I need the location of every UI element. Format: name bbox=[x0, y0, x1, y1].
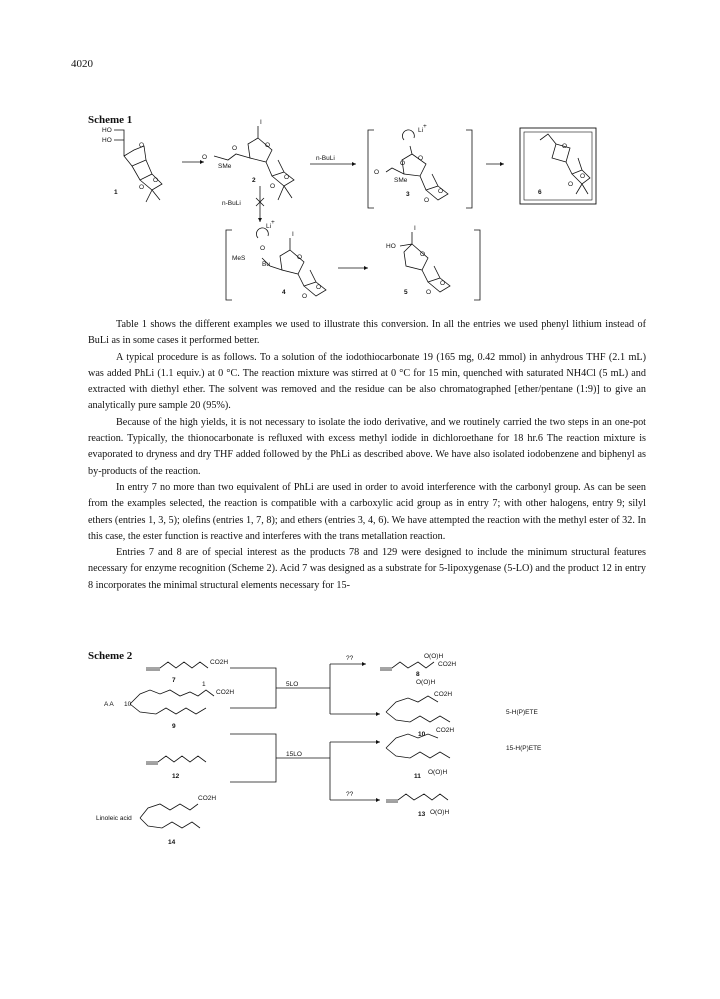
svg-text:O: O bbox=[139, 142, 145, 149]
svg-text:Li: Li bbox=[266, 223, 272, 230]
compound-6-structure bbox=[538, 134, 590, 196]
label-aa: A A bbox=[104, 701, 114, 708]
compound-5-structure bbox=[386, 225, 450, 296]
label-compound-12: 12 bbox=[172, 773, 180, 780]
svg-text:CO2H: CO2H bbox=[438, 661, 457, 668]
svg-text:O: O bbox=[438, 188, 444, 195]
reagent-nbuli-right: n-BuLi bbox=[316, 155, 335, 162]
label-compound-7: 7 bbox=[172, 677, 176, 684]
compound-3-structure bbox=[374, 123, 448, 204]
compound-10-structure bbox=[386, 679, 538, 738]
label-compound-6: 6 bbox=[538, 189, 542, 196]
label-compound-1: 1 bbox=[114, 189, 118, 196]
svg-text:O: O bbox=[316, 284, 322, 291]
label-sme-3: SMe bbox=[394, 177, 408, 184]
label-15lo: 15LO bbox=[286, 751, 302, 758]
svg-text:O: O bbox=[270, 183, 276, 190]
scheme2-figure bbox=[0, 650, 720, 870]
svg-text:O(O)H: O(O)H bbox=[430, 809, 450, 816]
label-compound-14: 14 bbox=[168, 839, 176, 846]
compound-14-structure bbox=[96, 795, 216, 846]
svg-text:O: O bbox=[562, 143, 568, 150]
compound-13-structure bbox=[386, 794, 449, 818]
svg-text:I: I bbox=[292, 231, 294, 238]
compound-11-structure bbox=[386, 727, 542, 780]
svg-text:1: 1 bbox=[202, 681, 206, 688]
label-15-hpete: 15-H(P)ETE bbox=[506, 745, 542, 752]
label-qq1: ?? bbox=[346, 655, 354, 662]
label-compound-3: 3 bbox=[406, 191, 410, 198]
svg-text:O: O bbox=[260, 245, 266, 252]
compound-12-structure bbox=[146, 756, 206, 780]
svg-text:O: O bbox=[302, 293, 308, 300]
compound-1-structure bbox=[102, 127, 162, 202]
svg-text:O: O bbox=[568, 181, 574, 188]
svg-text:O(O)H: O(O)H bbox=[416, 679, 436, 686]
label-mes: MeS bbox=[232, 255, 246, 262]
scheme1-title: Scheme 1 bbox=[88, 114, 133, 126]
svg-text:Li: Li bbox=[418, 127, 424, 134]
paragraph-1: Table 1 shows the different examples we used to illustrate this conversion. In all the entries we used phenyl lithium instead of BuLi as in some cases it performed better. bbox=[88, 319, 646, 347]
svg-text:O: O bbox=[420, 251, 426, 258]
svg-text:I: I bbox=[260, 119, 262, 126]
svg-text:+: + bbox=[423, 123, 427, 130]
svg-text:O: O bbox=[284, 174, 290, 181]
svg-text:O(O)H: O(O)H bbox=[428, 769, 448, 776]
svg-text:O: O bbox=[440, 280, 446, 287]
label-ho-bottom: HO bbox=[102, 137, 112, 144]
paragraph-4: In entry 7 no more than two equivalent of PhLi are used in order to avoid interference with the carbonyl group. As can be seen from the examples selected, the reaction is compatible with a carboxylic acid group as in entry 7; with other halogens, entry 9; silyl ethers (entries 1, 3, 5); olefins (entries 1, 7, 8); and ethers (entries 3, 4, 6). We have attempted the reaction with the methyl ester of 32. In this case, the ester function is reactive and interferes with the trans metallation reaction. bbox=[88, 481, 646, 542]
label-linoleic-acid: Linoleic acid bbox=[96, 815, 132, 822]
svg-text:10: 10 bbox=[124, 701, 132, 708]
svg-text:O: O bbox=[153, 177, 159, 184]
paragraph-3: Because of the high yields, it is not necessary to isolate the iodo derivative, and we routinely carried the two steps in an one-pot reaction. Typically, the thionocarbonate is refluxed with excess methyl iodide in dichloroethane for 18 hr.6 The reaction mixture is evaporated to dryness and dry THF added followed by the PhLi as described above. We have also isolated iodobenzene and biphenyl as by-products of the reaction. bbox=[88, 416, 646, 477]
label-compound-13: 13 bbox=[418, 811, 426, 818]
label-compound-2: 2 bbox=[252, 177, 256, 184]
svg-text:CO2H: CO2H bbox=[434, 691, 453, 698]
label-compound-8: 8 bbox=[416, 671, 420, 678]
page-number: 4020 bbox=[71, 58, 93, 70]
label-ho-top: HO bbox=[102, 127, 112, 134]
compound-7-structure bbox=[146, 659, 228, 684]
compound-8-structure bbox=[380, 653, 456, 678]
scheme1-figure bbox=[0, 110, 720, 310]
label-sme: SMe bbox=[218, 163, 232, 170]
label-compound-4: 4 bbox=[282, 289, 286, 296]
label-5-hpete: 5-H(P)ETE bbox=[506, 709, 538, 716]
compound-9-structure bbox=[104, 681, 234, 730]
svg-text:I: I bbox=[414, 225, 416, 232]
svg-text:O: O bbox=[265, 142, 271, 149]
svg-text:O: O bbox=[202, 154, 208, 161]
svg-text:CO2H: CO2H bbox=[436, 727, 455, 734]
svg-text:+: + bbox=[271, 219, 275, 226]
label-compound-10: 10 bbox=[418, 731, 426, 738]
svg-text:O: O bbox=[139, 184, 145, 191]
svg-text:O: O bbox=[232, 145, 238, 152]
svg-text:O: O bbox=[297, 254, 303, 261]
compound-4-structure bbox=[232, 219, 326, 300]
svg-text:CO2H: CO2H bbox=[198, 795, 217, 802]
svg-text:O: O bbox=[580, 173, 586, 180]
paragraph-2: A typical procedure is as follows. To a solution of the iodothiocarbonate 19 (165 mg, 0.42 mmol) in anhydrous THF (2.1 mL) was added PhLi (1.1 equiv.) at 0 °C. The reaction mixture was stirred at 0 °C for 15 min, quenched with saturated NH4Cl (5 mL) and extracted with diethyl ether. The solvent was removed and the residue can be also chromatographed [ether/pentane (1:9)] to give an analytically pure sample 20 (95%). bbox=[88, 351, 646, 412]
svg-text:O: O bbox=[424, 197, 430, 204]
svg-text:O: O bbox=[418, 155, 424, 162]
svg-text:CO2H: CO2H bbox=[216, 689, 235, 696]
label-compound-11: 11 bbox=[414, 773, 421, 780]
paragraph-5: Entries 7 and 8 are of special interest as the products 78 and 129 were designed to include the minimum structural features necessary for enzyme recognition (Scheme 2). Acid 7 was designed as a substrate for 5-lipoxygenase (5-LO) and the product 12 in entry 8 incorporates the minimal structural elements necessary for 15- bbox=[88, 547, 646, 591]
label-bu: Bu bbox=[262, 261, 270, 268]
svg-text:O: O bbox=[374, 169, 380, 176]
label-compound-9: 9 bbox=[172, 723, 176, 730]
label-5lo: 5LO bbox=[286, 681, 299, 688]
svg-text:CO2H: CO2H bbox=[210, 659, 229, 666]
reagent-nbuli-down: n-BuLi bbox=[222, 200, 241, 207]
compound-2-structure bbox=[202, 119, 294, 200]
svg-text:O(O)H: O(O)H bbox=[424, 653, 444, 660]
svg-text:O: O bbox=[426, 289, 432, 296]
svg-text:O: O bbox=[400, 160, 406, 167]
label-ho-5: HO bbox=[386, 243, 396, 250]
scheme2-title: Scheme 2 bbox=[88, 650, 133, 662]
label-compound-5: 5 bbox=[404, 289, 408, 296]
label-qq2: ?? bbox=[346, 791, 354, 798]
body-text bbox=[88, 317, 646, 594]
